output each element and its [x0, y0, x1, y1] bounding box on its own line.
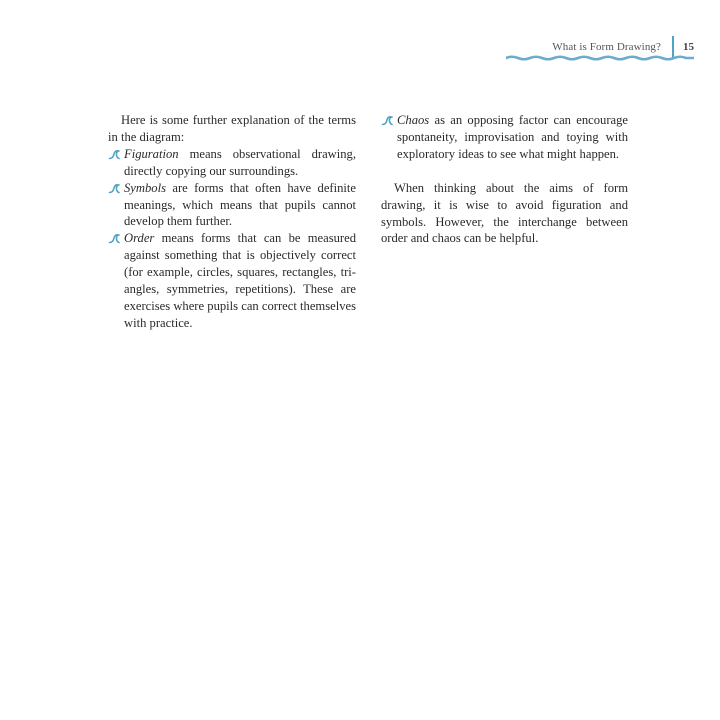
bullet-list-left [108, 146, 356, 332]
wave-bullet-icon [108, 149, 120, 160]
bullet-text: means observational drawing, directly copying our surroundings. [124, 146, 356, 178]
bullet-list-right [381, 112, 628, 163]
bullet-text: as an opposing factor can encourage spontaneity, improvisation and toying with exploratory ideas to see what might happen. [397, 113, 628, 161]
bullet-figuration [108, 146, 356, 180]
running-title: What is Form Drawing? [552, 41, 661, 53]
intro-paragraph: Here is some further explanation of the terms in the diagram: [108, 113, 356, 144]
left-column [108, 112, 356, 332]
term-chaos: Chaos [397, 113, 430, 127]
page-number: 15 [683, 41, 694, 53]
bullet-chaos [381, 112, 628, 163]
wave-bullet-icon [108, 183, 120, 194]
bullet-text: means forms that can be measured against something that is objectively correct (for example, circles, squares, rectangles, triangles, symmetries, repetitions). These are exercises where pupils can correct themselves with practice. [124, 231, 356, 330]
term-order: Order [124, 231, 155, 246]
wave-bullet-icon [381, 115, 393, 126]
wave-bullet-icon [108, 233, 120, 244]
wavy-rule [506, 54, 694, 62]
bullet-text: are forms that often have definite meanings, which means that pupils cannot develop them further. [124, 180, 356, 229]
bullet-order [108, 230, 356, 331]
aims-paragraph: When thinking about the aims of form drawing, it is wise to avoid figuration and symbols. However, the interchange between order and chaos can be helpful. [381, 180, 628, 246]
bullet-symbols [108, 180, 356, 231]
term-figuration: Figuration [124, 146, 179, 161]
right-column [381, 112, 628, 247]
term-symbols: Symbols [124, 180, 166, 195]
